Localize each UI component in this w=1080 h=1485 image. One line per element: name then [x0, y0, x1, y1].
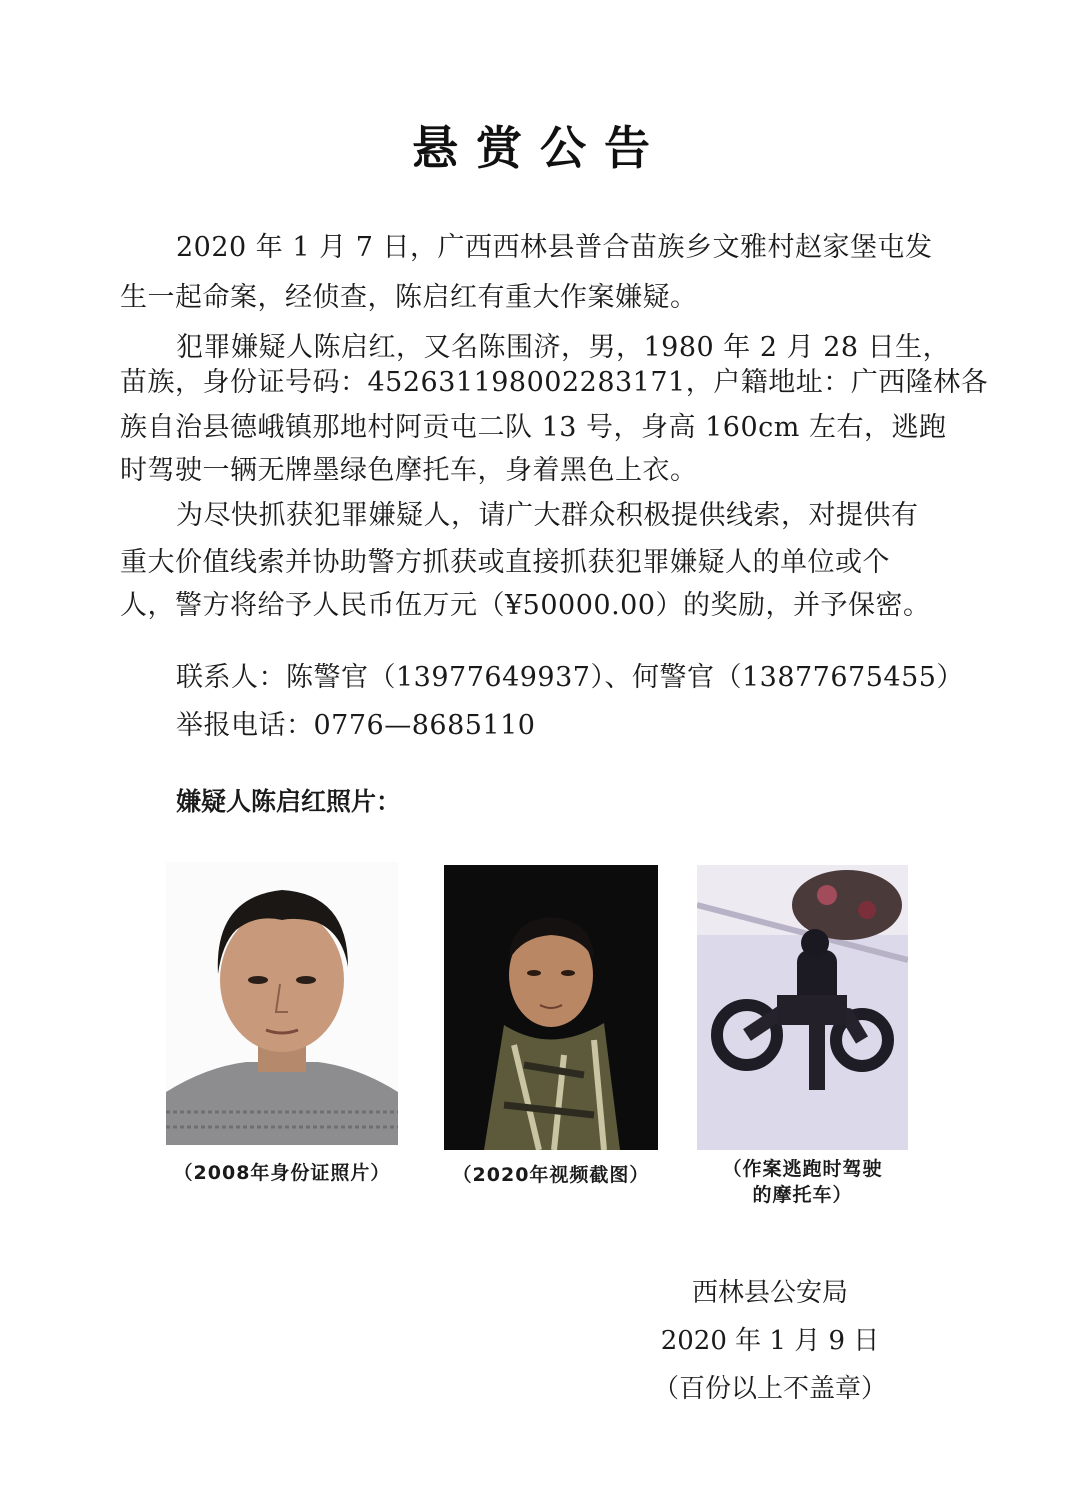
motorcycle-cctv-photo	[697, 865, 908, 1150]
para3-line2: 重大价值线索并协助警方抓获或直接抓获犯罪嫌疑人的单位或个	[120, 547, 890, 578]
suspect-id-photo	[166, 862, 398, 1145]
issuing-authority: 西林县公安局	[691, 1278, 848, 1308]
para3-line3: 人，警方将给予人民币伍万元（¥50000.00）的奖励，并予保密。	[120, 590, 931, 621]
caption-id-photo: （2008年身份证照片）	[173, 1162, 391, 1184]
para2-line3: 族自治县德峨镇那地村阿贡屯二队 13 号，身高 160cm 左右，逃跑	[120, 412, 947, 443]
contact-line: 联系人：陈警官（13977649937）、何警官（13877675455）	[176, 662, 964, 693]
caption-motorcycle-line2: 的摩托车）	[752, 1184, 853, 1206]
para1-line1: 2020 年 1 月 7 日，广西西林县普合苗族乡文雅村赵家堡屯发	[176, 232, 933, 263]
para2-line2: 苗族，身份证号码：452631198002283171，户籍地址：广西隆林各	[120, 367, 989, 398]
para2-line4: 时驾驶一辆无牌墨绿色摩托车，身着黑色上衣。	[120, 455, 698, 486]
photos-label: 嫌疑人陈启红照片：	[176, 787, 402, 816]
para2-line1: 犯罪嫌疑人陈启红，又名陈围济，男，1980 年 2 月 28 日生，	[176, 332, 951, 363]
caption-motorcycle-line1: （作案逃跑时驾驶	[722, 1158, 883, 1180]
suspect-video-still	[444, 865, 658, 1150]
notice-title: 悬赏公告	[412, 121, 668, 175]
hotline-line: 举报电话：0776—8685110	[176, 710, 536, 741]
stamp-note: （百份以上不盖章）	[652, 1374, 887, 1404]
para3-line1: 为尽快抓获犯罪嫌疑人，请广大群众积极提供线索，对提供有	[176, 500, 919, 531]
issue-date: 2020 年 1 月 9 日	[660, 1326, 880, 1356]
caption-video-still: （2020年视频截图）	[452, 1164, 650, 1186]
para1-line2: 生一起命案，经侦查，陈启红有重大作案嫌疑。	[120, 282, 698, 313]
